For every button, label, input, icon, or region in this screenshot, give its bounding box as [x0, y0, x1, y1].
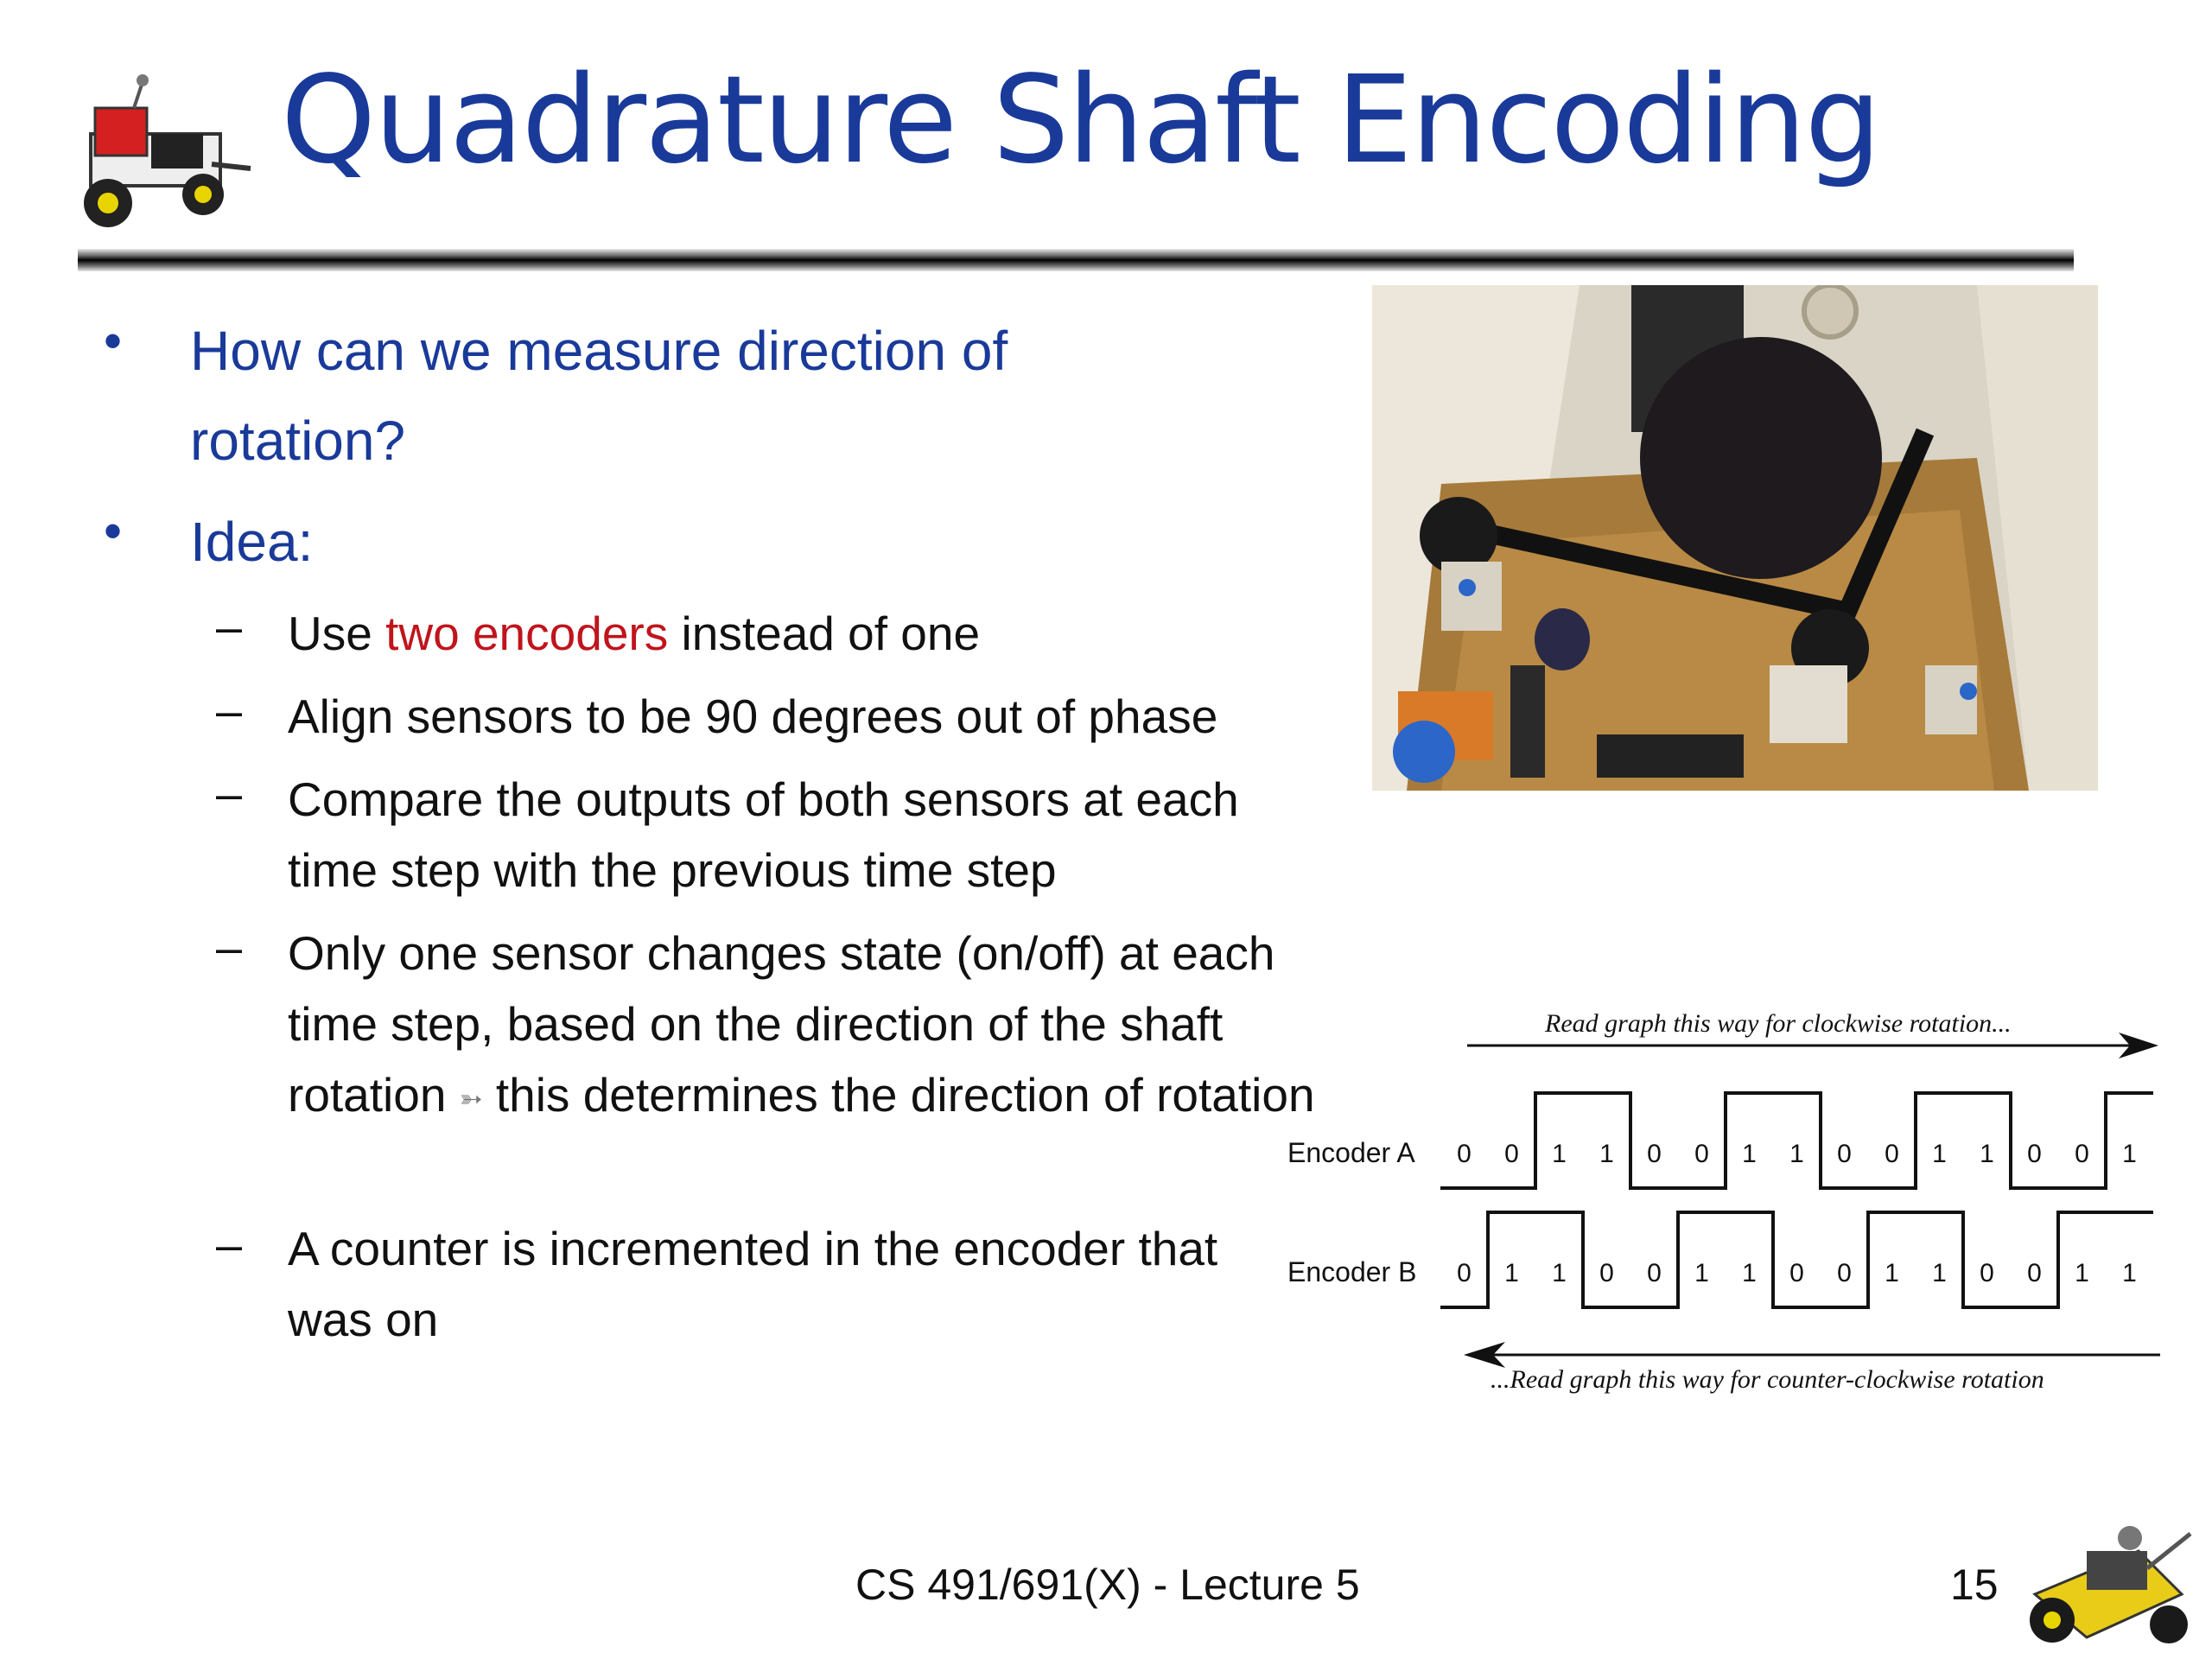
sub-bullet-item — [288, 598, 1325, 669]
bullet-item: Idea: — [190, 511, 314, 573]
sub-bullet-text: Only one sensor changes state (on/off) at each time step, based on the direction of the shaft rotation — [288, 926, 1275, 1122]
sub-bullet-item — [288, 918, 1325, 1134]
title-divider — [78, 249, 2074, 271]
mouse-encoder-photo — [1372, 285, 2098, 791]
robot-logo-icon — [73, 73, 259, 246]
bit-label: 0 — [1599, 1259, 1614, 1287]
bit-label: 0 — [1457, 1140, 1471, 1168]
counter-clockwise-note: ...Read graph this way for counter-clockwise rotation — [1491, 1365, 2044, 1394]
bit-label: 1 — [1742, 1140, 1757, 1168]
bit-label: 0 — [1504, 1140, 1519, 1168]
bit-label: 1 — [1789, 1140, 1804, 1168]
quadrature-timing-diagram — [1279, 994, 2186, 1408]
sub-bullet-text: Use — [288, 607, 386, 660]
bit-label: 0 — [2027, 1140, 2042, 1168]
sub-bullet-item: Compare the outputs of both sensors at each time step with the previous time step — [288, 772, 1239, 897]
bit-label: 0 — [1694, 1140, 1709, 1168]
bit-label: 1 — [1980, 1140, 1994, 1168]
encoder-b-bits — [1457, 1259, 2137, 1287]
bit-label: 1 — [1694, 1259, 1709, 1287]
bit-label: 1 — [1932, 1140, 1947, 1168]
arrow-icon: ➳ — [459, 1083, 483, 1115]
sub-bullet-text: instead of one — [668, 607, 981, 660]
robot-logo-icon — [2018, 1516, 2199, 1655]
sub-bullet-marker: – — [216, 1219, 243, 1271]
encoder-a-bits — [1457, 1140, 2137, 1168]
sub-bullet-text: this determines the direction of rotation — [482, 1068, 1315, 1122]
sub-bullet-marker: – — [216, 601, 243, 653]
bit-label: 1 — [2122, 1140, 2137, 1168]
bit-label: 1 — [1599, 1140, 1614, 1168]
bit-label: 0 — [1457, 1259, 1471, 1287]
sub-bullet-item: Align sensors to be 90 degrees out of phase — [288, 690, 1218, 743]
page-number: 15 — [1950, 1560, 1999, 1609]
bit-label: 0 — [1885, 1140, 1899, 1168]
bit-label: 0 — [1647, 1259, 1662, 1287]
highlight-text: two encoders — [385, 607, 669, 660]
bit-label: 0 — [1647, 1140, 1662, 1168]
bit-label: 1 — [1552, 1140, 1567, 1168]
bit-label: 1 — [2075, 1259, 2089, 1287]
bit-label: 0 — [1837, 1259, 1852, 1287]
slide-footer: CS 491/691(X) - Lecture 5 — [855, 1560, 1360, 1609]
sub-bullet-item: A counter is incremented in the encoder that was on — [288, 1222, 1218, 1346]
bit-label: 0 — [2027, 1259, 2042, 1287]
bit-label: 0 — [1789, 1259, 1804, 1287]
bit-label: 0 — [1837, 1140, 1852, 1168]
bit-label: 0 — [1980, 1259, 1994, 1287]
clockwise-note: Read graph this way for clockwise rotation... — [1545, 1009, 2012, 1038]
bullet-item: How can we measure direction of rotation? — [190, 320, 1008, 472]
slide-title: Quadrature Shaft Encoding — [281, 50, 1880, 191]
bit-label: 1 — [1742, 1259, 1757, 1287]
bit-label: 1 — [1885, 1259, 1899, 1287]
bit-label: 1 — [1552, 1259, 1567, 1287]
bullet-marker: • — [104, 312, 123, 370]
bit-label: 1 — [2122, 1259, 2137, 1287]
sub-bullet-marker: – — [216, 922, 243, 974]
bit-label: 0 — [2075, 1140, 2089, 1168]
bit-label: 1 — [1504, 1259, 1519, 1287]
sub-bullet-marker: – — [216, 685, 243, 737]
bit-label: 1 — [1932, 1259, 1947, 1287]
sub-bullet-marker: – — [216, 768, 243, 820]
encoder-a-label: Encoder A — [1287, 1137, 1415, 1168]
bullet-marker: • — [104, 502, 123, 560]
encoder-b-label: Encoder B — [1287, 1256, 1417, 1287]
